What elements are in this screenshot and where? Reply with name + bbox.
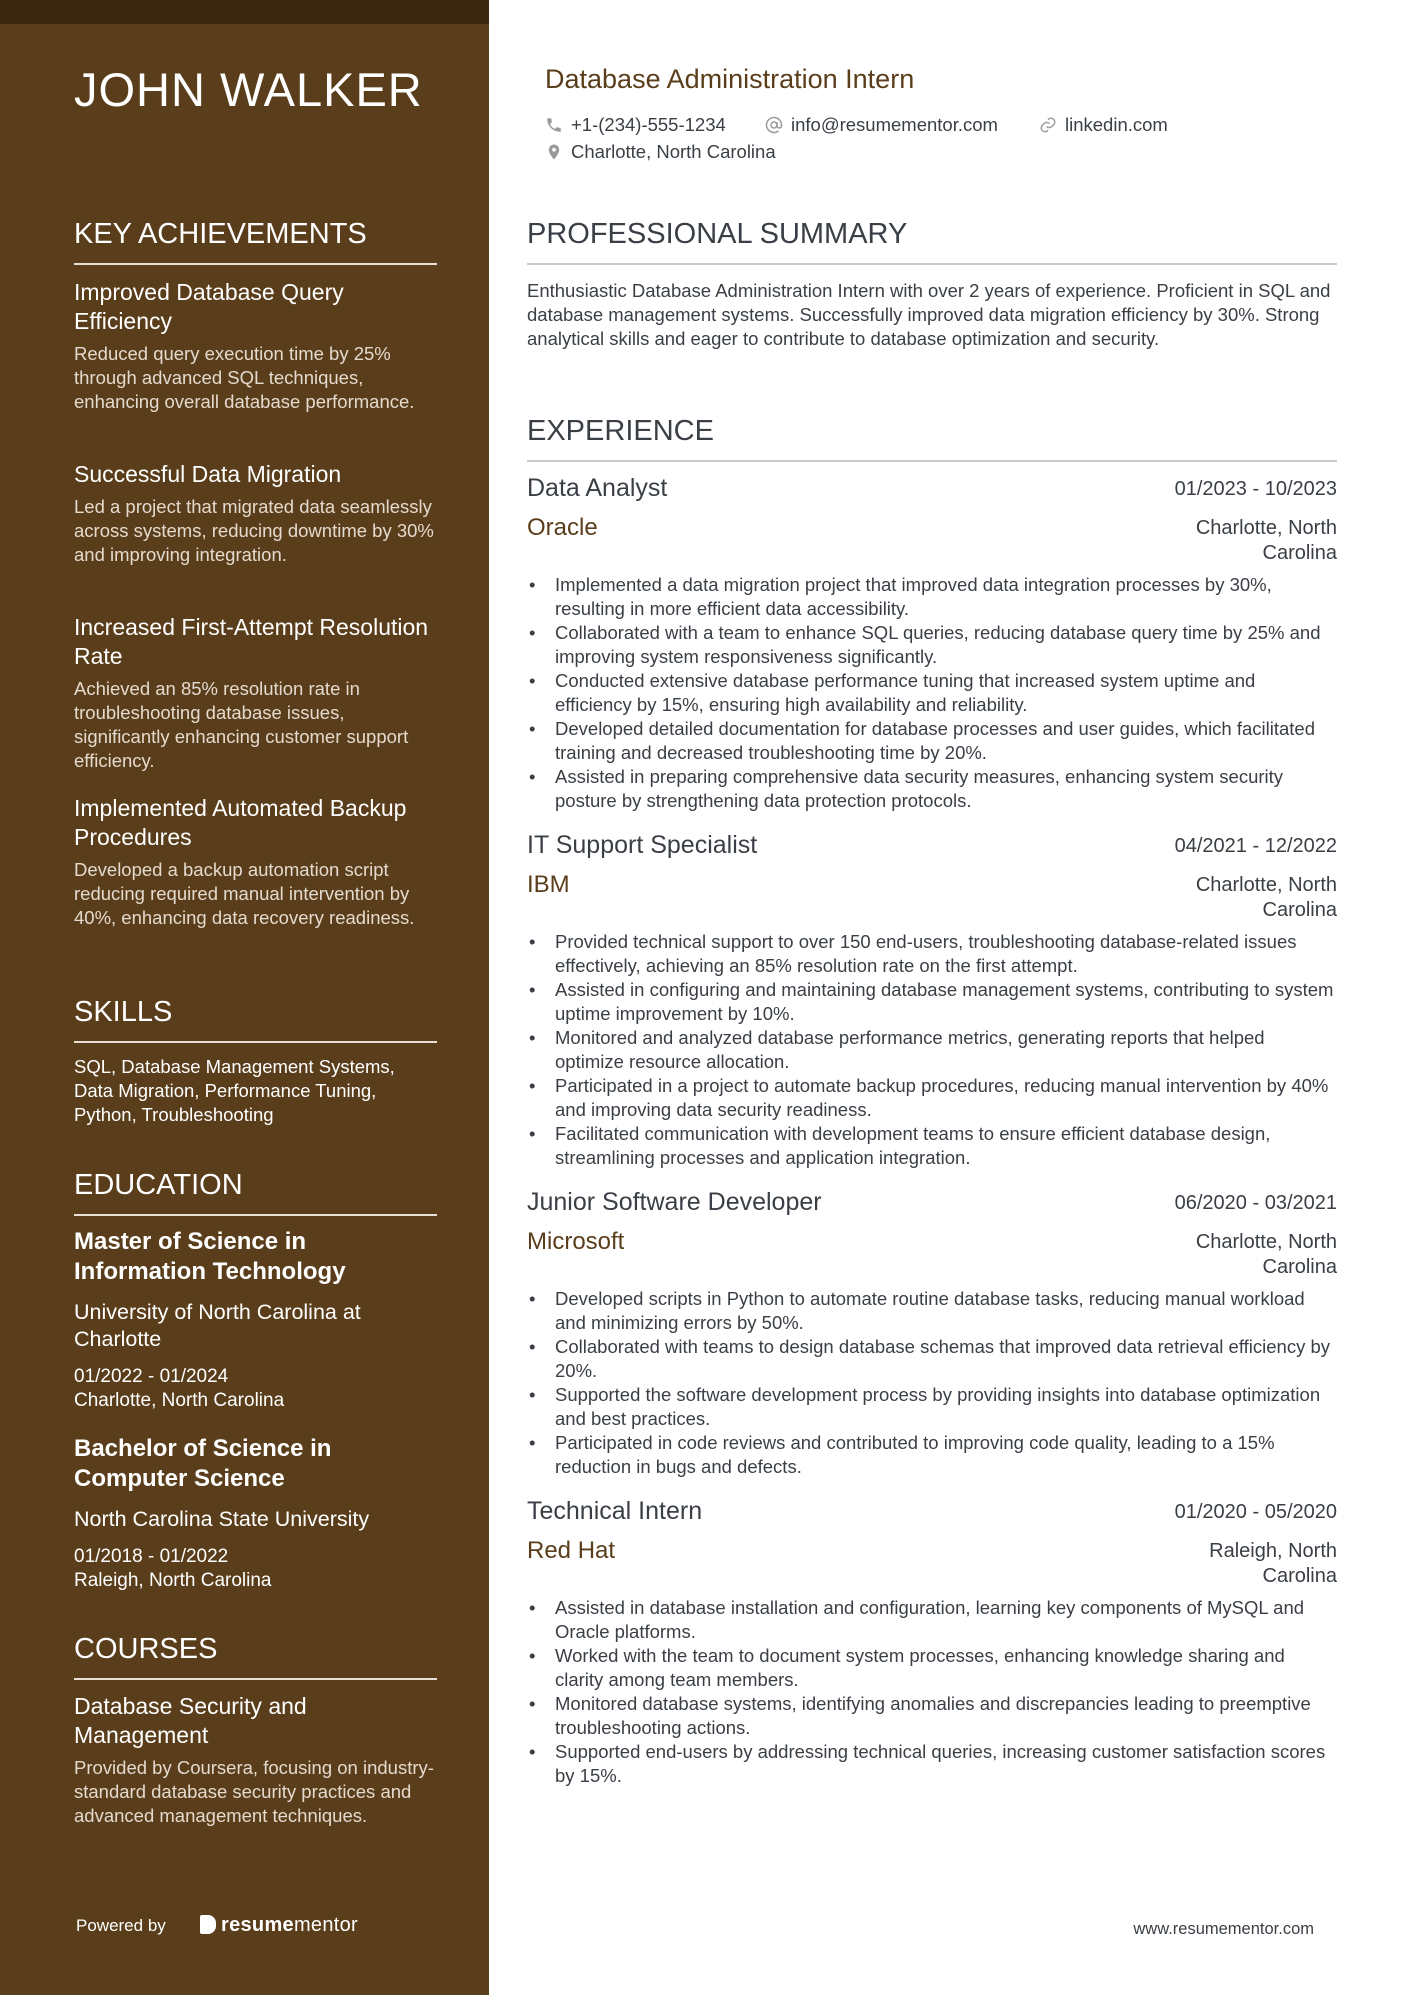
brand-name-light: mentor: [293, 1914, 358, 1936]
job-bullet: • Provided technical support to over 150 end-users, troubleshooting database-related issues effectively, achieving an 85% resolution rate on the first attempt.: [527, 930, 1337, 978]
contact-location: [545, 141, 776, 163]
brand-name-bold: resume: [221, 1914, 294, 1936]
summary-text: Enthusiastic Database Administration Intern with over 2 years of experience. Proficient in SQL and database management systems. Successfully improved data migration efficiency by 30%. Strong analytical skills and eager to contribute to database optimization and security.: [527, 280, 1331, 349]
experience-heading: EXPERIENCE: [527, 415, 1337, 462]
achievement-desc: Achieved an 85% resolution rate in troubleshooting database issues, significantly enhancing customer support efficiency.: [74, 678, 409, 771]
achievement-desc: Reduced query execution time by 25% through advanced SQL techniques, enhancing overall database performance.: [74, 343, 415, 412]
edu-school: University of North Carolina at Charlotte: [74, 1300, 361, 1351]
course-desc: Provided by Coursera, focusing on industry-standard database security practices and advanced management techniques.: [74, 1757, 434, 1826]
achievement-desc: Led a project that migrated data seamlessly across systems, reducing downtime by 30% and improving integration.: [74, 496, 434, 565]
achievement-item: [74, 460, 437, 567]
job-company: Red Hat: [527, 1537, 616, 1564]
job-location: Raleigh, North Carolina: [1209, 1540, 1337, 1587]
target-job-title: Database Administration Intern: [545, 64, 915, 94]
contact-linkedin[interactable]: [1039, 114, 1168, 136]
achievement-item: [74, 613, 437, 773]
linkedin-text: linkedin.com: [1065, 114, 1168, 135]
edu-dates: 01/2018 - 01/2022: [74, 1546, 229, 1567]
brand-mark-icon: [200, 1915, 216, 1934]
job-bullets: [527, 573, 1337, 813]
job-company: Oracle: [527, 514, 598, 541]
job-bullet: • Conducted extensive database performance tuning that increased system uptime and efficiency by 15%, ensuring high availability and reliability.: [527, 669, 1337, 717]
job-bullet: • Worked with the team to document system processes, enhancing knowledge sharing and clarity among team members.: [527, 1644, 1337, 1692]
contact-phone[interactable]: [545, 114, 726, 136]
at-sign-icon: [765, 116, 783, 134]
job-dates: 01/2023 - 10/2023: [1174, 478, 1337, 500]
achievement-title: Successful Data Migration: [74, 461, 342, 487]
job-role: Technical Intern: [527, 1497, 703, 1525]
map-pin-icon: [545, 143, 563, 161]
job-bullet: • Participated in code reviews and contributed to improving code quality, leading to a 15% reduction in bugs and defects.: [527, 1431, 1337, 1479]
job-role: Data Analyst: [527, 474, 668, 502]
education-heading: EDUCATION: [74, 1169, 437, 1216]
job-role: Junior Software Developer: [527, 1188, 822, 1216]
job-dates: 04/2021 - 12/2022: [1174, 835, 1337, 857]
job-bullet: • Collaborated with a team to enhance SQL queries, reducing database query time by 25% and improving system responsiveness significantly.: [527, 621, 1337, 669]
footer-url-link[interactable]: www.resumementor.com: [1133, 1920, 1314, 1938]
edu-degree: Master of Science in Information Technology: [74, 1228, 346, 1285]
job-dates: 06/2020 - 03/2021: [1174, 1192, 1337, 1214]
course-title: Database Security and Management: [74, 1693, 307, 1748]
job-bullet: • Developed detailed documentation for database processes and user guides, which facilitated training and decreased troubleshooting time by 20%.: [527, 717, 1337, 765]
job-company: IBM: [527, 871, 570, 898]
summary-heading: PROFESSIONAL SUMMARY: [527, 218, 1337, 265]
job-bullets: [527, 930, 1337, 1170]
education-item: [74, 1227, 437, 1413]
job-company: Microsoft: [527, 1228, 625, 1255]
phone-icon: [545, 116, 563, 134]
achievement-desc: Developed a backup automation script reducing required manual intervention by 40%, enhancing data recovery readiness.: [74, 859, 415, 928]
achievement-title: Implemented Automated Backup Procedures: [74, 795, 407, 850]
candidate-name: JOHN WALKER: [74, 63, 423, 116]
job-location: Charlotte, North Carolina: [1195, 874, 1337, 921]
job-bullet: • Monitored and analyzed database performance metrics, generating reports that helped optimize resource allocation.: [527, 1026, 1337, 1074]
course-item: [74, 1692, 437, 1828]
job-bullets: [527, 1287, 1337, 1479]
job-bullet: • Implemented a data migration project that improved data integration processes by 30%, resulting in more efficient data accessibility.: [527, 573, 1337, 621]
job-location: Charlotte, North Carolina: [1195, 517, 1337, 564]
job-bullet: • Assisted in configuring and maintaining database management systems, contributing to system uptime improvement by 10%.: [527, 978, 1337, 1026]
job-bullet: • Collaborated with teams to design database schemas that improved data retrieval efficiency by 20%.: [527, 1335, 1337, 1383]
job-bullet: • Supported end-users by addressing technical queries, increasing customer satisfaction scores by 15%.: [527, 1740, 1337, 1788]
job-bullet: • Supported the software development process by providing insights into database optimization and best practices.: [527, 1383, 1337, 1431]
sidebar-top-band: [0, 0, 489, 24]
powered-by-text: Powered by: [76, 1916, 166, 1935]
job-bullet: • Developed scripts in Python to automate routine database tasks, reducing manual workload and minimizing errors by 50%.: [527, 1287, 1337, 1335]
brand-logo[interactable]: [200, 1914, 358, 1937]
edu-degree: Bachelor of Science in Computer Science: [74, 1435, 332, 1492]
location-text: Charlotte, North Carolina: [571, 141, 776, 162]
achievement-title: Improved Database Query Efficiency: [74, 279, 344, 334]
job-bullet: • Facilitated communication with development teams to ensure efficient database design, streamlining processes and application integration.: [527, 1122, 1337, 1170]
edu-location: Charlotte, North Carolina: [74, 1390, 285, 1411]
edu-location: Raleigh, North Carolina: [74, 1570, 272, 1591]
job-role: IT Support Specialist: [527, 831, 758, 859]
courses-heading: COURSES: [74, 1633, 437, 1680]
link-icon: [1039, 116, 1057, 134]
contact-email[interactable]: [765, 114, 998, 136]
phone-text: +1-(234)-555-1234: [571, 114, 726, 135]
education-item: [74, 1434, 437, 1593]
edu-dates: 01/2022 - 01/2024: [74, 1366, 229, 1387]
achievements-heading: KEY ACHIEVEMENTS: [74, 218, 437, 265]
job-location: Charlotte, North Carolina: [1195, 1231, 1337, 1278]
edu-school: North Carolina State University: [74, 1507, 370, 1531]
achievement-item: [74, 794, 437, 930]
achievement-title: Increased First-Attempt Resolution Rate: [74, 614, 429, 669]
job-bullet: • Assisted in database installation and configuration, learning key components of MySQL and Oracle platforms.: [527, 1596, 1337, 1644]
skills-heading: SKILLS: [74, 996, 437, 1043]
job-bullet: • Participated in a project to automate backup procedures, reducing manual intervention by 40% and improving data security readiness.: [527, 1074, 1337, 1122]
job-bullet: • Assisted in preparing comprehensive data security measures, enhancing system security posture by strengthening data protection protocols.: [527, 765, 1337, 813]
achievement-item: [74, 278, 437, 414]
job-bullets: [527, 1596, 1337, 1788]
email-text: info@resumementor.com: [791, 114, 998, 135]
job-dates: 01/2020 - 05/2020: [1174, 1501, 1337, 1523]
skills-list: SQL, Database Management Systems, Data Migration, Performance Tuning, Python, Troubleshooting: [74, 1056, 395, 1125]
job-bullet: • Monitored database systems, identifying anomalies and discrepancies leading to preemptive troubleshooting actions.: [527, 1692, 1337, 1740]
